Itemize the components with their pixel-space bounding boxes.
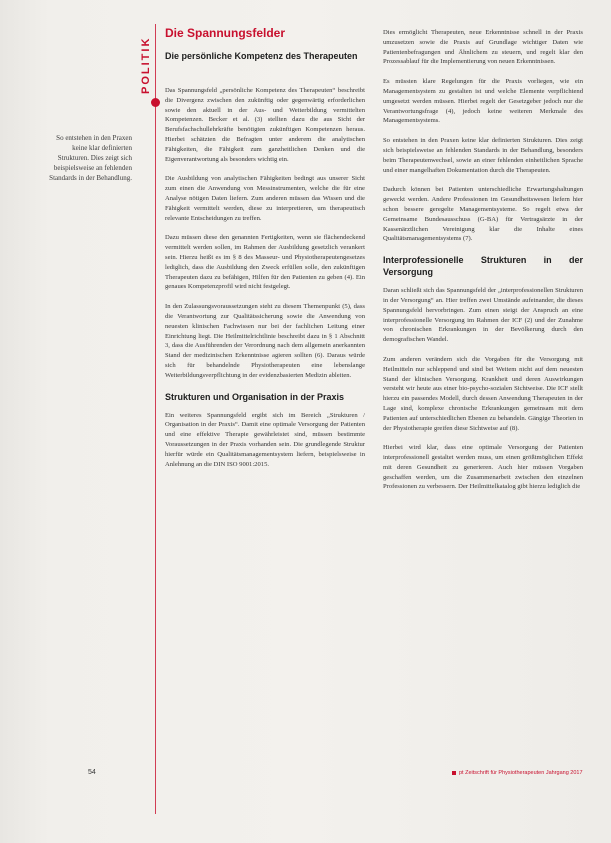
paragraph: Dies ermöglicht Therapeuten, neue Erkenntnisse schnell in der Praxis umzusetzen sowie die Praxis auf Grundlage wichtiger Daten wie Patientenbefragungen und Ähnlichem zu steuern, und regelt klar den Prozessablauf für die Implementierung von neuen Erkenntnissen. [383,29,583,66]
paragraph: Ein weiteres Spannungsfeld ergibt sich im Bereich „Strukturen / Organisation in der Praxis“. Damit eine optimale Versorgung der Patienten und eine effektive Therapie gewährleistet sind, müssen bestimmte Voraussetzungen in der Praxis vorhanden sein. Die grundlegende Struktur hierfür würde ein Qualitätsmanagementsystem liefern, beispielsweise in Anlehnung an die DIN ISO 9001:2015. [165,411,365,468]
left-column [165,50,365,479]
rubric-divider [155,24,156,814]
paragraph: Hierbei wird klar, dass eine optimale Versorgung der Patienten interprofessionell gestaltet werden muss, um einen größtmöglichen Effekt mit deren Gesundheit zu generieren. Auch hier müssen Vorgaben geschaffen werden, um die Zusammenarbeit zwischen den einzelnen Professionen zu verbessern. Der Heilmittelkatalog gibt hierzu lediglich die [383,444,583,491]
heading-interprofessional: Interprofessionelle Strukturen in der Versorgung [383,255,583,278]
paragraph: Die Ausbildung von analytischen Fähigkeiten bedingt aus unserer Sicht zum einen die Anwendung von Messinstrumenten, welche die für eine Analyse nötigen Daten liefern. Zum anderen müssen das Wissen und die Fähigkeit vermittelt werden, diese zu interpretieren, um therapeutisch relevante Entscheidungen zu treffen. [165,175,365,222]
section-title: Die Spannungsfelder [165,26,286,40]
rubric [140,24,154,94]
paragraph: Zum anderen verändern sich die Vorgaben für die Versorgung mit Heilmitteln nur schleppend und sind bei Weitem nicht auf dem neuesten Stand der klinischen Versorgung. Krankheit und deren Auswirkungen versteht wir heute aus einer bio-psycho-sozialen Sichtweise. Die ICF stellt hierzu ein passendes Modell, durch dessen Anwendung Therapeuten in der Lage sind, komplexe chronische Erkrankungen gemeinsam mit dem Patienten auf unterschiedlichen Ebenen zu behandeln. Gängige Theorien in der Physiotherapie greifen diese Sichtweise auf (8). [383,355,583,432]
journal-logo-icon [452,771,456,775]
paragraph: Daran schließt sich das Spannungsfeld der „interprofessionellen Strukturen in der Versorgung“ an. Hier treffen zwei Umstände aufeinander, die dieses Spannungsfeld hervorbringen. Zum einen steigt der Anspruch an eine interprofessionelle Versorgung im Rahmen der ICF (2) und der Zunahme von chronischen Erkrankungen in der Bevölkerung durch den demografischen Wandel. [383,287,583,344]
heading-structures: Strukturen und Organisation in der Praxis [165,391,345,402]
heading-personal-competence: Die persönliche Kompetenz des Therapeuten [165,51,358,61]
journal-footer: pt Zeitschrift für Physiotherapeuten Jahrgang 2017 [459,770,583,776]
rubric-bullet [151,98,160,107]
paragraph: Dadurch können bei Patienten unterschiedliche Erwartungshaltungen geweckt werden. Andere Professionen im Gesundheitswesen liefern hier schon bessere geregelte Managementsysteme. So regelt etwa der Gemeinsame Bundesausschuss (G-BA) für Vertragsärzte in der Kassenärztlichen Vereinigung klar die Inhalte eines Qualitätsmanagementsystems (7). [383,186,583,243]
right-column [383,28,583,502]
paragraph: Es müssten klare Regelungen für die Praxis vorliegen, wie ein Managementsystem zu gestalten ist und welche Elemente verpflichtend umgesetzt werden müssen. Hierbei regelt der Gesetzgeber jedoch nur die Verantwortungsfrage (4), jedoch keine weiteren Merkmale des Managementsystems. [383,78,583,125]
paragraph: In den Zulassungsvoraussetzungen steht zu diesem Themenpunkt (5), dass die Verantwortung zur Qualitätssicherung sowie die Anwendung von neuesten klinischen Fachwissen nur bei der fachlichen Leitung einer Einrichtung liegt. Die Heilmittelrichtlinie beschreibt dazu in § 1 Abschnitt 3, dass die Ausführenden der Verordnung nach dem allgemein anerkannten Stand der medizinischen Erkenntnisse agieren sollten (6). Daraus würde sich für behandelnde Physiotherapeuten eine lebenslange Weiterbildungsverpflichtung in der evidenzbasierten Medizin ableiten. [165,303,365,379]
paragraph: Das Spannungsfeld „persönliche Kompetenz des Therapeuten“ beschreibt die Divergenz zwischen den zukünftig oder gegenwärtig erforderlichen sowie den aktuell in der Aus- und Weiterbildung vermittelten Kompetenzen. Becker et al. (3) stellten dazu die aus Sicht der Berufsfachschullehrkräfte benötigten zukünftigen Kompetenzen heraus. Hierbei schätzten die Befragten unter anderem die analytischen Fähigkeiten, die Fähigkeit zum ganzheitlichen Denken und die Eigenverantwortung als besonders wichtig ein. [165,87,365,163]
pull-quote: So entstehen in den Praxen keine klar definierten Strukturen. Dies zeigt sich beispielsweise an fehlenden Standards in der Behandlung. [49,134,132,182]
page-number: 54 [88,769,96,776]
paragraph: So entstehen in den Praxen keine klar definierten Strukturen. Dies zeigt sich beispielsweise an fehlenden Standards in der Behandlung, besonders beim Therapeutenwechsel, sowie an einer fehlenden einheitlichen Sprache und einer mangelhaften Dokumentation durch die Therapeuten. [383,137,583,174]
paragraph: Dazu müssen diese den genannten Fertigkeiten, wenn sie flächendeckend vermittelt werden sollen, im Rahmen der Ausbildung gesetzlich verankert sein. Hierzu heißt es im § 8 des Masseur- und Physiotherapeutengesetzes lediglich, dass die Ausbildung den Zweck erfüllen solle, den zukünftigen Therapeuten dazu zu befähigen, Hilfen für den Patienten zu geben (4). Ein genaues Kompetenzprofil wird nicht festgelegt. [165,234,365,291]
rubric-label: POLITIK [140,36,152,94]
